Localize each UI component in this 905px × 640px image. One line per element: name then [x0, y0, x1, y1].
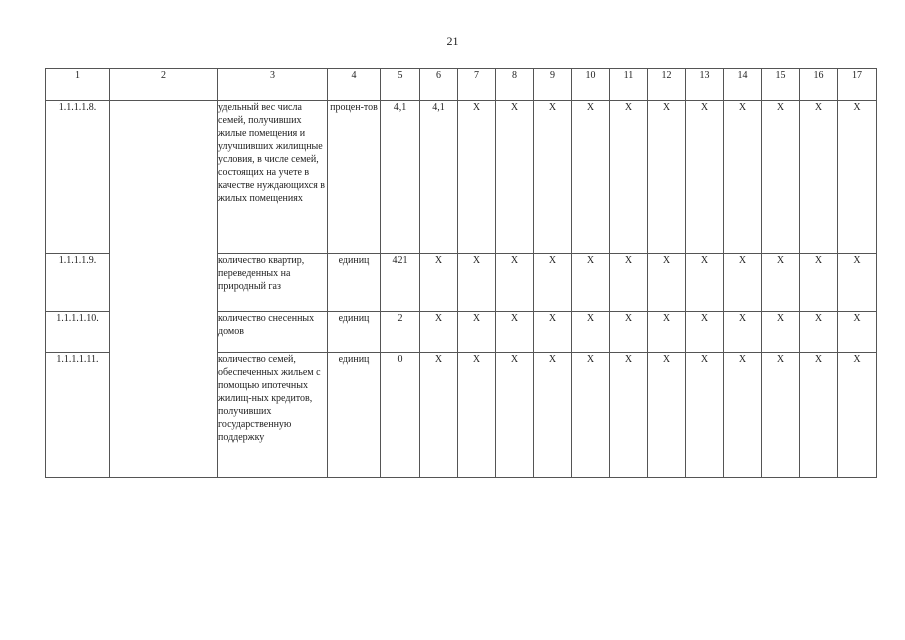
mark-cell: X: [838, 254, 877, 312]
row-id: 1.1.1.1.10.: [46, 312, 110, 353]
mark-cell: X: [838, 101, 877, 254]
mark-cell: X: [458, 254, 496, 312]
value-cell: X: [420, 254, 458, 312]
value-cell: 421: [381, 254, 420, 312]
mark-cell: X: [724, 254, 762, 312]
mark-cell: X: [800, 353, 838, 478]
mark-cell: X: [686, 353, 724, 478]
mark-cell: X: [800, 254, 838, 312]
column-header: 10: [572, 69, 610, 101]
column-header: 4: [328, 69, 381, 101]
unit-cell: единиц: [328, 312, 381, 353]
mark-cell: X: [534, 101, 572, 254]
column-header: 9: [534, 69, 572, 101]
mark-cell: X: [724, 101, 762, 254]
column-header: 1: [46, 69, 110, 101]
column-header: 13: [686, 69, 724, 101]
indicator-text: количество квартир, переведенных на природный газ: [218, 254, 328, 312]
mark-cell: X: [686, 101, 724, 254]
mark-cell: X: [686, 254, 724, 312]
mark-cell: X: [496, 101, 534, 254]
column-header: 15: [762, 69, 800, 101]
mark-cell: X: [724, 312, 762, 353]
unit-cell: процен-тов: [328, 101, 381, 254]
mark-cell: X: [458, 101, 496, 254]
indicator-text: удельный вес числа семей, получивших жилые помещения и улучшивших жилищные условия, в числе семей, состоящих на учете в качестве нуждающихся в жилых помещениях: [218, 101, 328, 254]
value-cell: 0: [381, 353, 420, 478]
mark-cell: X: [724, 353, 762, 478]
column-header: 7: [458, 69, 496, 101]
value-cell: X: [420, 312, 458, 353]
mark-cell: X: [534, 353, 572, 478]
value-cell: 4,1: [381, 101, 420, 254]
mark-cell: X: [610, 254, 648, 312]
column-header: 8: [496, 69, 534, 101]
mark-cell: X: [648, 254, 686, 312]
value-cell: 4,1: [420, 101, 458, 254]
mark-cell: X: [838, 353, 877, 478]
mark-cell: X: [458, 353, 496, 478]
column-header: 2: [110, 69, 218, 101]
mark-cell: X: [610, 312, 648, 353]
unit-cell: единиц: [328, 353, 381, 478]
mark-cell: X: [800, 312, 838, 353]
mark-cell: X: [648, 353, 686, 478]
indicator-text: количество семей, обеспеченных жильем с помощью ипотечных жилищ-ных кредитов, получивших государственную поддержку: [218, 353, 328, 478]
indicator-text: количество снесенных домов: [218, 312, 328, 353]
mark-cell: X: [572, 353, 610, 478]
mark-cell: X: [496, 254, 534, 312]
mark-cell: X: [610, 101, 648, 254]
column-header: 16: [800, 69, 838, 101]
mark-cell: X: [762, 312, 800, 353]
unit-cell: единиц: [328, 254, 381, 312]
mark-cell: X: [800, 101, 838, 254]
mark-cell: X: [686, 312, 724, 353]
mark-cell: X: [648, 312, 686, 353]
mark-cell: X: [534, 312, 572, 353]
row-id: 1.1.1.1.11.: [46, 353, 110, 478]
column-header: 11: [610, 69, 648, 101]
indicator-table: [45, 68, 877, 478]
mark-cell: X: [496, 353, 534, 478]
table-row: [46, 101, 877, 254]
row-id: 1.1.1.1.8.: [46, 101, 110, 254]
mark-cell: X: [762, 101, 800, 254]
mark-cell: X: [762, 353, 800, 478]
value-cell: 2: [381, 312, 420, 353]
column-header: 5: [381, 69, 420, 101]
mark-cell: X: [838, 312, 877, 353]
mark-cell: X: [648, 101, 686, 254]
row-id: 1.1.1.1.9.: [46, 254, 110, 312]
mark-cell: X: [458, 312, 496, 353]
mark-cell: X: [496, 312, 534, 353]
page-number: 21: [446, 34, 459, 48]
mark-cell: X: [572, 101, 610, 254]
header-row: [46, 69, 877, 101]
merged-empty-cell: [110, 101, 218, 478]
mark-cell: X: [610, 353, 648, 478]
mark-cell: X: [572, 312, 610, 353]
value-cell: X: [420, 353, 458, 478]
mark-cell: X: [572, 254, 610, 312]
mark-cell: X: [762, 254, 800, 312]
column-header: 6: [420, 69, 458, 101]
column-header: 3: [218, 69, 328, 101]
column-header: 17: [838, 69, 877, 101]
column-header: 12: [648, 69, 686, 101]
column-header: 14: [724, 69, 762, 101]
mark-cell: X: [534, 254, 572, 312]
